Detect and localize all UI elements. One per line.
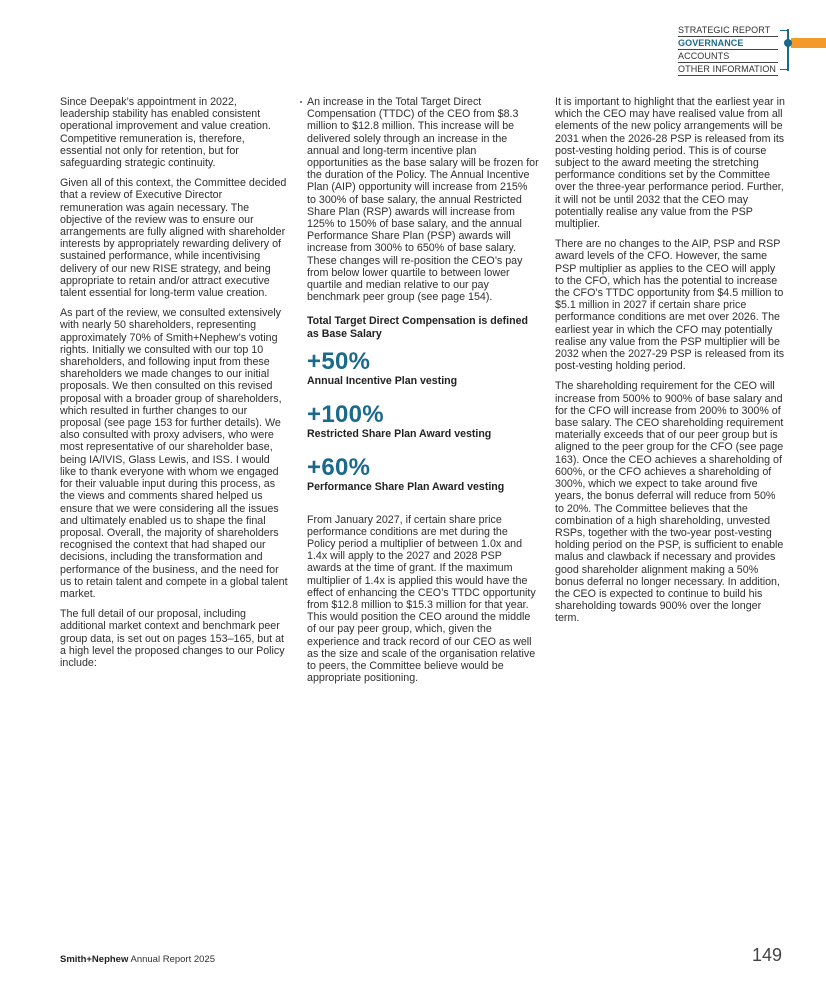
nav-active-tab-marker — [791, 38, 826, 48]
text-column-1 — [60, 96, 288, 677]
stat-value: +100% — [307, 400, 384, 428]
report-title: Annual Report 2025 — [128, 954, 215, 965]
nav-tick — [780, 30, 788, 31]
paragraph: There are no changes to the AIP, PSP and RSP award levels of the CFO. However, the same PSP multiplier as applies to the CEO will apply to the CFO, which has the potential to increase the CFO’s TTDC opportunity from $4.5 million to $5.1 million in 2027 if certain share price performance conditions are met over 2026. The earliest year in which the CFO may potentially realise any value from the PSP multiplier will be 2032 when the 2027-29 PSP is released from its post-vesting holding period. — [555, 238, 785, 373]
nav-item-governance[interactable]: GOVERNANCE — [678, 37, 778, 50]
stat-psp — [307, 455, 539, 494]
paragraph: It is important to highlight that the earliest year in which the CEO may have realised value from all elements of the new policy arrangements will be 2031 when the 2026-28 PSP is released from its post-vesting holding period. This is of course subject to the award meeting the stretching performance conditions set by the Committee over the three-year performance period. Further, it will not be until 2032 that the CEO may potentially realise any value from the PSP multiplier. — [555, 96, 785, 231]
nav-active-dot-icon — [784, 39, 792, 47]
paragraph: As part of the review, we consulted extensively with nearly 50 shareholders, representing approximately 70% of Smith+Nephew’s voting rights. Initially we consulted with our top 10 shareholders, and following input from these shareholders we made changes to our initial proposals. We then consulted on this revised proposal with a broader group of shareholders, which resulted in further changes to our proposal (see page 153 for further details). We also consulted with proxy advisers, who were most representative of our shareholder base, being IA/IVIS, Glass Lewis, and ISS. I would like to thank everyone with whom we engaged for their valuable input during this process, as the views and comments shared helped us ensure that we were considering all the issues and ultimately enabled us to shape the final proposal. Overall, the majority of shareholders recognised the context that had shaped our decisions, including the transformation and performance of the business, and the need for us to retain talent and compete in a global talent market. — [60, 307, 288, 600]
paragraph: From January 2027, if certain share price performance conditions are met during the Policy period a multiplier of between 1.0x and 1.4x will apply to the 2027 and 2028 PSP awards at the time of grant. If the maximum multiplier of 1.4x is applied this would have the effect of enhancing the CEO’s TTDC opportunity from $12.8 million to $15.3 million for that year. This would position the CEO around the middle of our pay peer group, which, given the experience and track record of our CEO as well as the size and scale of the organisation relative to peers, the Committee believe would be appropriate positioning. — [307, 513, 536, 685]
stat-label: Restricted Share Plan Award vesting — [307, 427, 492, 440]
page-number: 149 — [752, 945, 783, 965]
brand-name: Smith+Nephew — [60, 954, 129, 965]
nav-item-other-information[interactable]: OTHER INFORMATION — [678, 64, 777, 74]
stat-value: +60% — [307, 453, 371, 481]
paragraph: The shareholding requirement for the CEO will increase from 500% to 900% of base salary and for the CFO will increase from 200% to 300% of base salary. The CEO shareholding requirement materially exceeds that of our peer group but is aligned to the peer group for the CFO (see page 163). Once the CEO achieves a shareholding of 600%, or the CFO achieves a shareholding of 300%, which we expect to take around five years, the bonus deferral will reduce from 50% to 20%. The Committee believes that the combination of a high shareholding, unvested RSPs, together with the two-year post-vesting holding period on the PSP, is sufficient to enable malus and clawback if necessary and provides good shareholder alignment making a 50% bonus deferral no longer necessary. In addition, the CEO is expected to continue to build his shareholding towards 900% over the longer term. — [555, 380, 784, 625]
text-column-3 — [555, 96, 787, 633]
paragraph: An increase in the Total Target Direct Compensation (TTDC) of the CEO from $8.3 million to $12.8 million. This increase will be delivered solely through an increase in the annual and long-term incentive plan opportunities as the base salary will be frozen for the duration of the Policy. The Annual Incentive Plan (AIP) opportunity will increase from 215% to 300% of base salary, the annual Restricted Share Plan (RSP) awards will increase from 125% to 150% of base salary, and the annual Performance Share Plan (PSP) awards will increase from 300% to 650% of base salary. These changes will re-position the CEO’s pay from below lower quartile to between lower quartile and median relative to our pay benchmark peer group (see page 154). — [307, 96, 539, 304]
stat-label: Performance Share Plan Award vesting — [307, 480, 505, 493]
stat-rsp — [307, 402, 539, 441]
text-column-2 — [307, 96, 539, 692]
nav-item-strategic-report[interactable]: STRATEGIC REPORT — [678, 24, 778, 37]
stat-aip — [307, 349, 539, 388]
nav-tick — [780, 69, 788, 70]
nav-rail — [787, 29, 789, 71]
footer — [60, 954, 215, 965]
section-nav — [678, 24, 826, 76]
compensation-box-heading: Total Target Direct Compensation is defined as Base Salary — [307, 315, 528, 341]
paragraph: Given all of this context, the Committee decided that a review of Executive Director remuneration was again necessary. The objective of the review was to ensure our arrangements are fully aligned with shareholder interests by appropriately rewarding delivery of sustained performance, while incentivising delivery of our new RISE strategy, and being appropriate to retain and/or attract executive talent essential for long-term value creation. — [60, 177, 287, 300]
stat-value: +50% — [307, 347, 371, 375]
bullet-icon — [300, 101, 302, 103]
paragraph: The full detail of our proposal, including additional market context and benchmark peer group data, is set out on pages 153–165, but at a high level the proposed changes to our Policy include: — [60, 608, 285, 669]
nav-item-accounts[interactable]: ACCOUNTS — [678, 50, 778, 63]
stat-label: Annual Incentive Plan vesting — [307, 374, 458, 387]
paragraph: Since Deepak’s appointment in 2022, leadership stability has enabled consistent operational improvement and value creation. Competitive remuneration is, therefore, essential not only for retention, but for safeguarding strategic continuity. — [60, 96, 271, 170]
